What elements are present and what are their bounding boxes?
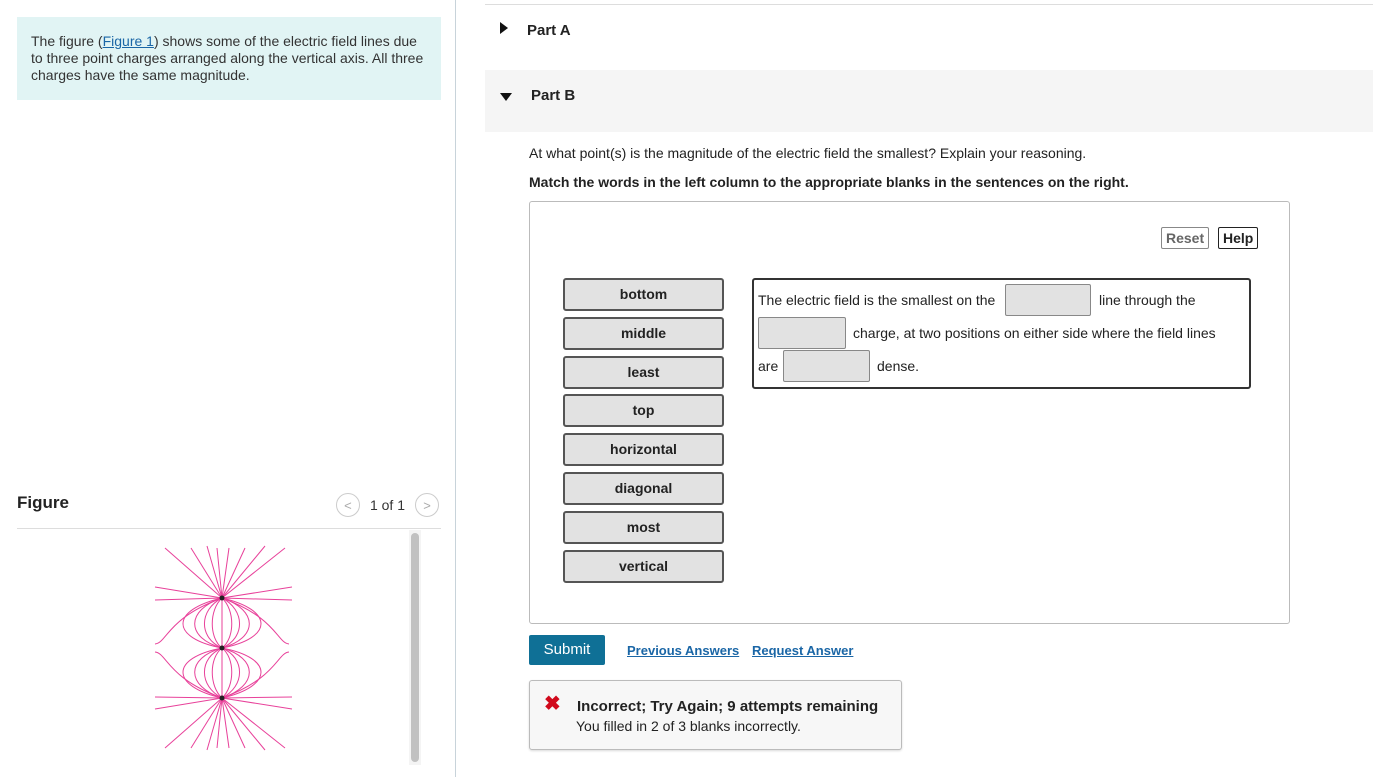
intro-box bbox=[17, 17, 441, 100]
part-a-label: Part A bbox=[527, 22, 571, 39]
left-panel bbox=[0, 0, 455, 777]
field-loop bbox=[222, 598, 232, 648]
point-charge bbox=[220, 646, 225, 651]
sentence-text: The electric field is the smallest on the bbox=[758, 292, 996, 308]
word-tile[interactable]: least bbox=[563, 356, 724, 389]
part-a-header[interactable] bbox=[485, 4, 1373, 55]
sentence-text: are bbox=[758, 358, 779, 374]
word-tile[interactable]: diagonal bbox=[563, 472, 724, 505]
sentence-box bbox=[752, 278, 1251, 389]
part-b-label: Part B bbox=[531, 87, 576, 104]
figure-header bbox=[17, 490, 441, 529]
field-line bbox=[155, 598, 222, 600]
caret-right-icon bbox=[500, 22, 508, 34]
previous-answers-link[interactable]: Previous Answers bbox=[627, 643, 740, 658]
part-b-header[interactable] bbox=[485, 70, 1373, 132]
word-tile[interactable]: top bbox=[563, 394, 724, 427]
question-text: At what point(s) is the magnitude of the electric field the smallest? Explain your reasoning. bbox=[529, 145, 1087, 161]
figure-link[interactable]: Figure 1 bbox=[102, 33, 154, 49]
figure-image bbox=[17, 529, 441, 765]
point-charge bbox=[220, 596, 225, 601]
figure-title: Figure bbox=[17, 493, 69, 512]
field-line bbox=[222, 698, 285, 748]
panel-divider bbox=[455, 0, 456, 777]
matching-widget bbox=[529, 201, 1290, 624]
pager-count: 1 of 1 bbox=[369, 497, 405, 513]
field-line bbox=[222, 587, 292, 598]
field-loop bbox=[222, 648, 232, 698]
figure-scrollbar[interactable] bbox=[409, 530, 421, 765]
field-line bbox=[222, 698, 292, 709]
sentence-text: dense. bbox=[877, 358, 920, 374]
caret-down-icon bbox=[500, 93, 512, 101]
sentence-text: charge, at two positions on either side where the field lines bbox=[853, 325, 1216, 341]
submit-button[interactable]: Submit bbox=[529, 635, 605, 665]
point-charge bbox=[220, 696, 225, 701]
field-loop bbox=[212, 648, 222, 698]
x-icon: ✖ bbox=[544, 693, 561, 715]
chevron-left-icon: < bbox=[344, 497, 352, 513]
word-tile[interactable]: vertical bbox=[563, 550, 724, 583]
figure-scrollbar-thumb[interactable] bbox=[411, 533, 419, 762]
answer-blank[interactable] bbox=[758, 317, 846, 349]
feedback-detail: You filled in 2 of 3 blanks incorrectly. bbox=[576, 718, 801, 734]
reset-button[interactable]: Reset bbox=[1161, 227, 1209, 249]
field-line bbox=[222, 598, 292, 600]
word-tile[interactable]: bottom bbox=[563, 278, 724, 311]
feedback-box bbox=[529, 680, 902, 750]
word-tile[interactable]: middle bbox=[563, 317, 724, 350]
instruction-text: Match the words in the left column to the appropriate blanks in the sentences on the right. bbox=[529, 174, 1129, 190]
field-line bbox=[155, 697, 222, 698]
word-tile[interactable]: horizontal bbox=[563, 433, 724, 466]
field-line bbox=[222, 548, 285, 598]
intro-text-end: ) shows some of the electric field lines due to three point charges arranged along the vertical axis. All three charges have the same magnitude. bbox=[31, 33, 424, 83]
electric-field-diagram bbox=[17, 529, 441, 765]
request-answer-link[interactable]: Request Answer bbox=[752, 643, 854, 658]
word-tile[interactable]: most bbox=[563, 511, 724, 544]
figure-pager bbox=[336, 493, 439, 517]
answer-blank[interactable] bbox=[1005, 284, 1091, 316]
help-button[interactable]: Help bbox=[1218, 227, 1258, 249]
intro-text-start: The figure ( bbox=[31, 33, 103, 49]
field-line bbox=[222, 697, 292, 698]
chevron-right-icon: > bbox=[423, 497, 431, 513]
field-loop bbox=[212, 598, 222, 648]
feedback-title: Incorrect; Try Again; 9 attempts remaining bbox=[577, 698, 879, 715]
answer-blank[interactable] bbox=[783, 350, 870, 382]
prev-figure-button[interactable] bbox=[336, 493, 360, 517]
sentence-text: line through the bbox=[1099, 292, 1196, 308]
next-figure-button[interactable] bbox=[415, 493, 439, 517]
